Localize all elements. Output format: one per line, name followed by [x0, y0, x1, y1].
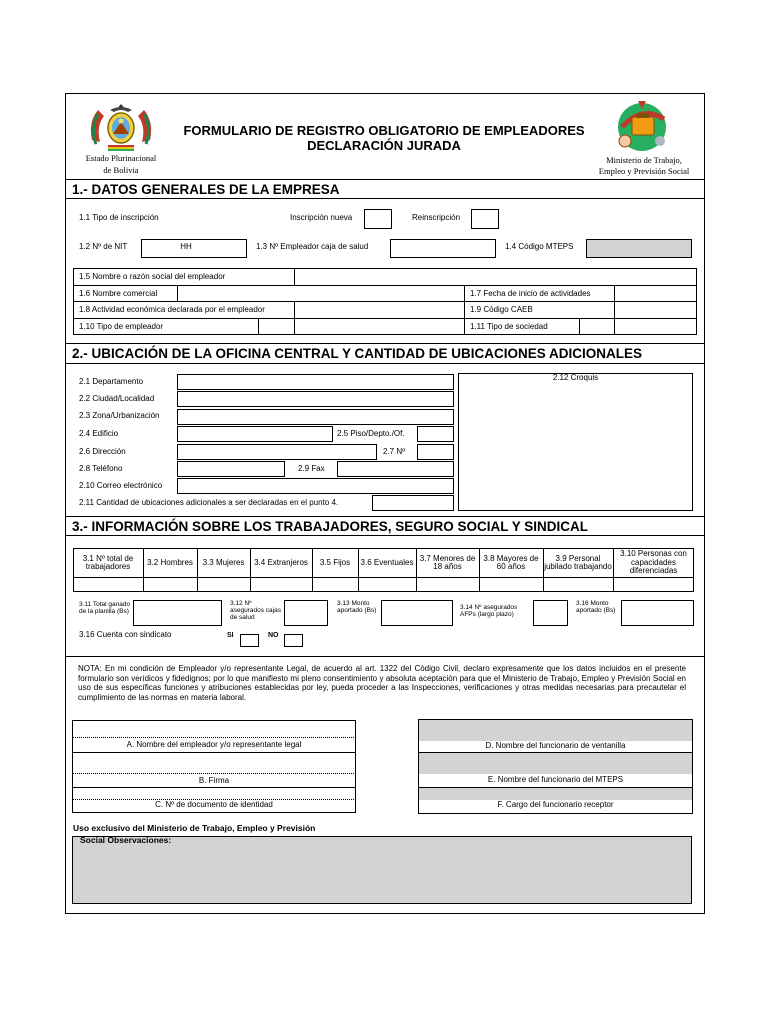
label-3-16-sindicato: 3.16 Cuenta con sindicato: [79, 630, 172, 639]
workers-column-header: 3.4 Extranjeros: [254, 557, 308, 567]
label-si: SI: [227, 632, 234, 639]
monto-afp-field[interactable]: [621, 600, 694, 626]
right-caption-line2: Empleo y Previsión Social: [598, 166, 690, 176]
label-3-11: 3.11 Total ganado de la planilla (Bs): [79, 601, 131, 616]
divider: [65, 343, 705, 344]
label-2-1: 2.1 Departamento: [79, 377, 144, 386]
divider: [65, 535, 705, 536]
section2-heading: 2.- UBICACIÓN DE LA OFICINA CENTRAL Y CANTIDAD DE UBICACIONES ADICIONALES: [72, 346, 643, 361]
zona-field[interactable]: [177, 409, 454, 425]
ciudad-field[interactable]: [177, 391, 454, 407]
correo-field[interactable]: [177, 478, 454, 494]
divider: [65, 363, 705, 364]
workers-value-cell[interactable]: [74, 578, 142, 591]
workers-column-header: 3.5 Fijos: [319, 557, 351, 567]
workers-value-cell[interactable]: [480, 578, 542, 591]
label-1-2: 1.2 Nº de NIT: [79, 242, 128, 251]
label-no: NO: [268, 632, 279, 639]
label-1-9: 1.9 Código CAEB: [470, 305, 533, 314]
workers-column-header: 3.6 Eventuales: [360, 557, 414, 567]
workers-column-header: 3.8 Mayores de 60 años: [483, 553, 539, 571]
label-inscripcion-nueva: Inscripción nueva: [290, 213, 353, 222]
table-row-line: [72, 787, 356, 788]
cargo-field[interactable]: [419, 788, 692, 800]
dotted-line: [72, 737, 356, 738]
label-3-16-monto: 3.16 Monto aportado (Bs): [576, 600, 616, 615]
form-title-line2: DECLARACIÓN JURADA: [307, 138, 461, 153]
label-3-13: 3.13 Monto aportado (Bs): [337, 600, 377, 615]
workers-column-header: 3.2 Hombres: [147, 557, 193, 567]
empleador-caja-field[interactable]: [390, 239, 496, 258]
dotted-line: [72, 773, 356, 774]
label-2-6: 2.6 Dirección: [79, 447, 126, 456]
piso-field[interactable]: [417, 426, 454, 442]
divider: [65, 179, 705, 180]
inscripcion-nueva-checkbox[interactable]: [364, 209, 392, 229]
table-row-line: [73, 318, 697, 319]
form-title-line1: FORMULARIO DE REGISTRO OBLIGATORIO DE EMPLEADORES: [183, 123, 585, 138]
table-col-line: [177, 285, 178, 301]
table-col-line: [614, 285, 615, 318]
table-col-line: [579, 318, 580, 335]
label-2-3: 2.3 Zona/Urbanización: [79, 411, 160, 420]
workers-value-cell[interactable]: [144, 578, 196, 591]
fax-field[interactable]: [337, 461, 454, 477]
workers-value-cell[interactable]: [614, 578, 693, 591]
workers-value-cell[interactable]: [417, 578, 478, 591]
label-1-8: 1.8 Actividad económica declarada por el empleador: [79, 305, 265, 314]
observaciones-label: Social Observaciones:: [80, 835, 172, 845]
nota-text: NOTA: En mi condición de Empleador y/o representante Legal, de acuerdo al art. 1322 del Código Civil, declaro expresamente que los datos incluidos en el presente formulario son verídicos y fidedignos; por lo que manifiesto mi pleno consentimiento y absoluta aceptación para que el Ministerio de Trabajo, Empleo y Previsión Social en uso de sus específicas funciones y atribuciones establecidas por ley, pueda proceder a las Inspecciones, verificaciones y otras medidas necesarias para precautelar el cumplimiento de las normas en materia laboral.: [78, 664, 686, 702]
label-3-12: 3.12 Nº asegurados cajas de salud: [230, 600, 281, 622]
left-caption-line1: Estado Plurinacional: [85, 153, 157, 163]
label-2-8: 2.8 Teléfono: [79, 464, 123, 473]
label-2-9: 2.9 Fax: [298, 464, 325, 473]
ventanilla-field[interactable]: [419, 720, 692, 741]
label-1-7: 1.7 Fecha de inicio de actividades: [470, 289, 591, 298]
codigo-mteps-field[interactable]: [586, 239, 692, 258]
monto-aportado-field[interactable]: [381, 600, 453, 626]
label-firma-c: C. Nº de documento de identidad: [155, 800, 273, 809]
label-1-4: 1.4 Código MTEPS: [505, 242, 574, 251]
workers-value-cell[interactable]: [544, 578, 612, 591]
label-1-6: 1.6 Nombre comercial: [79, 289, 158, 298]
table-col-line: [464, 285, 465, 335]
sindicato-no-checkbox[interactable]: [284, 634, 303, 647]
label-2-4: 2.4 Edificio: [79, 429, 119, 438]
direccion-field[interactable]: [177, 444, 377, 460]
label-2-7: 2.7 Nº: [383, 447, 406, 456]
label-3-14: 3.14 Nº asegurados AFPs (largo plazo): [460, 604, 518, 619]
workers-column-header: 3.7 Menores de 18 años: [419, 553, 476, 571]
table-row-line: [72, 752, 356, 753]
table-col-line: [294, 318, 295, 335]
telefono-field[interactable]: [177, 461, 285, 477]
workers-value-cell[interactable]: [251, 578, 311, 591]
uso-exclusivo-label: Uso exclusivo del Ministerio de Trabajo, Empleo y Previsión: [73, 823, 316, 833]
total-ganado-field[interactable]: [133, 600, 222, 626]
workers-value-cell[interactable]: [359, 578, 415, 591]
divider: [65, 198, 705, 199]
workers-column-header: 3.10 Personas con capacidades diferenciadas: [620, 549, 687, 576]
left-caption-line2: de Bolivia: [103, 165, 139, 175]
edificio-field[interactable]: [177, 426, 333, 442]
label-1-11: 1.11 Tipo de sociedad: [470, 322, 548, 331]
observaciones-box[interactable]: [72, 836, 692, 904]
table-col-line: [294, 301, 295, 318]
section1-heading: 1.- DATOS GENERALES DE LA EMPRESA: [72, 182, 340, 197]
ubicaciones-adicionales-field[interactable]: [372, 495, 454, 511]
departamento-field[interactable]: [177, 374, 454, 390]
label-2-5: 2.5 Piso/Depto./Of.: [337, 429, 405, 438]
table-row-line: [73, 301, 697, 302]
label-reinscripcion: Reinscripción: [412, 213, 461, 222]
divider: [65, 516, 705, 517]
sindicato-si-checkbox[interactable]: [240, 634, 259, 647]
label-2-12: 2.12 Croquis: [552, 373, 599, 382]
label-1-5: 1.5 Nombre o razón social del empleador: [79, 272, 226, 281]
label-firma-e: E. Nombre del funcionario del MTEPS: [487, 775, 624, 784]
croquis-box[interactable]: [458, 373, 693, 511]
asegurados-caja-field[interactable]: [284, 600, 328, 626]
label-1-3: 1.3 Nº Empleador caja de salud: [256, 242, 369, 251]
label-firma-d: D. Nombre del funcionario de ventanilla: [485, 741, 626, 750]
workers-column-header: 3.9 Personal jubilado trabajando: [544, 553, 612, 571]
nit-value: HH: [180, 242, 192, 251]
table-col-line: [258, 318, 259, 335]
workers-column-header: 3.3 Mujeres: [202, 557, 245, 567]
workers-value-cell[interactable]: [313, 578, 357, 591]
workers-value-cell[interactable]: [198, 578, 249, 591]
ministry-logo-icon: [612, 97, 674, 155]
label-firma-f: F. Cargo del funcionario receptor: [497, 800, 614, 809]
divider: [65, 656, 705, 657]
numero-field[interactable]: [417, 444, 454, 460]
asegurados-afp-field[interactable]: [533, 600, 568, 626]
table-row-line: [73, 285, 697, 286]
reinscripcion-checkbox[interactable]: [471, 209, 499, 229]
section3-heading: 3.- INFORMACIÓN SOBRE LOS TRABAJADORES, SEGURO SOCIAL Y SINDICAL: [72, 519, 589, 534]
label-2-11: 2.11 Cantidad de ubicaciones adicionales a ser declaradas en el punto 4.: [79, 498, 339, 507]
bolivia-coat-of-arms-icon: [86, 100, 156, 152]
label-firma-a: A. Nombre del empleador y/o representante legal: [126, 740, 302, 749]
label-1-1: 1.1 Tipo de inscripción: [79, 213, 159, 222]
table-col-line: [614, 318, 615, 335]
table-col-line: [294, 268, 295, 285]
right-caption-line1: Ministerio de Trabajo,: [606, 155, 682, 165]
label-2-10: 2.10 Correo electrónico: [79, 481, 163, 490]
label-firma-b: B. Firma: [198, 776, 230, 785]
label-1-10: 1.10 Tipo de empleador: [79, 322, 164, 331]
mteps-field[interactable]: [419, 753, 692, 774]
label-2-2: 2.2 Ciudad/Localidad: [79, 394, 155, 403]
workers-column-header: 3.1 Nº total de trabajadores: [82, 553, 134, 571]
